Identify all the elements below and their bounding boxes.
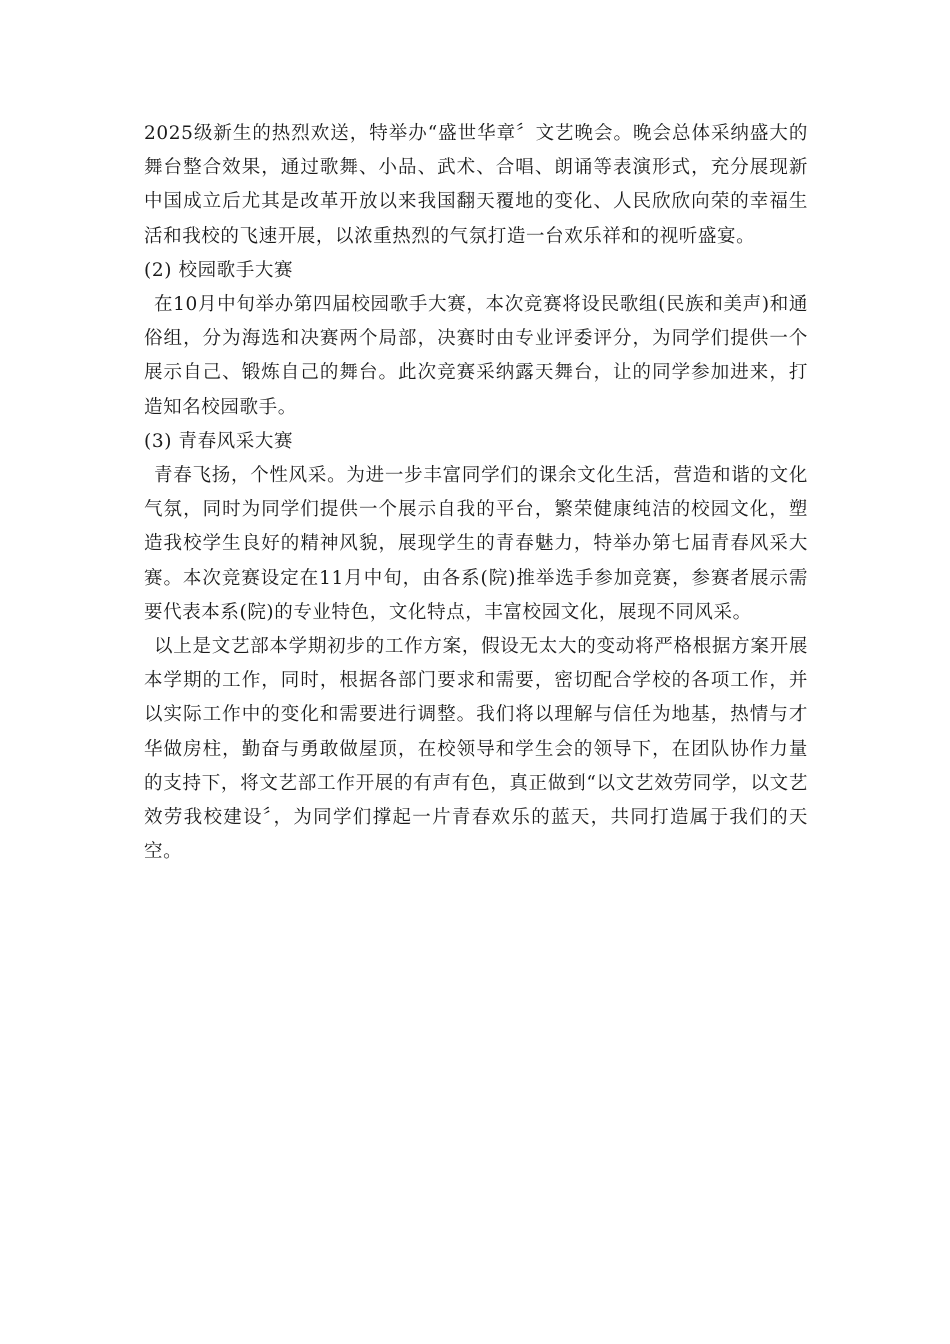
- document-body: [144, 117, 808, 869]
- paragraph-conclusion: 以上是文艺部本学期初步的工作方案，假设无太大的变动将严格根据方案开展本学期的工作，同时，根据各部门要求和需要，密切配合学校的各项工作，并以实际工作中的变化和需要进行调整。我们将以理解与信任为地基，热情与才华做房柱，勤奋与勇敢做屋顶，在校领导和学生会的领导下，在团队协作力量的支持下，将文艺部工作开展的有声有色，真正做到“以文艺效劳同学，以文艺效劳我校建设〞，为同学们撑起一片青春欢乐的蓝天，共同打造属于我们的天空。: [144, 636, 808, 863]
- paragraph-youth-style-contest: 青春飞扬，个性风采。为进一步丰富同学们的课余文化生活，营造和谐的文化气氛，同时为同学们提供一个展示自我的平台，繁荣健康纯洁的校园文化，塑造我校学生良好的精神风貌，展现学生的青春魅力，特举办第七届青春风采大赛。本次竞赛设定在11月中旬，由各系(院)推举选手参加竞赛，参赛者展示需要代表本系(院)的专业特色，文化特点，丰富校园文化，展现不同风采。: [144, 465, 808, 623]
- section-heading-campus-singer-contest: (2) 校园歌手大赛: [144, 259, 294, 281]
- paragraph-campus-singer-contest: 在10月中旬举办第四届校园歌手大赛，本次竞赛将设民歌组(民族和美声)和通俗组，分为海选和决赛两个局部，决赛时由专业评委评分，为同学们提供一个展示自己、锻炼自己的舞台。此次竞赛采纳露天舞台，让的同学参加进来，打造知名校园歌手。: [144, 294, 808, 418]
- paragraph-gala-description: 2025级新生的热烈欢送，特举办“盛世华章〞文艺晚会。晚会总体采纳盛大的舞台整合效果，通过歌舞、小品、武术、合唱、朗诵等表演形式，充分展现新中国成立后尤其是改革开放以来我国翻天覆地的变化、人民欣欣向荣的幸福生活和我校的飞速开展，以浓重热烈的气氛打造一台欢乐祥和的视听盛宴。: [144, 123, 808, 247]
- section-heading-youth-style-contest: (3) 青春风采大赛: [144, 430, 294, 452]
